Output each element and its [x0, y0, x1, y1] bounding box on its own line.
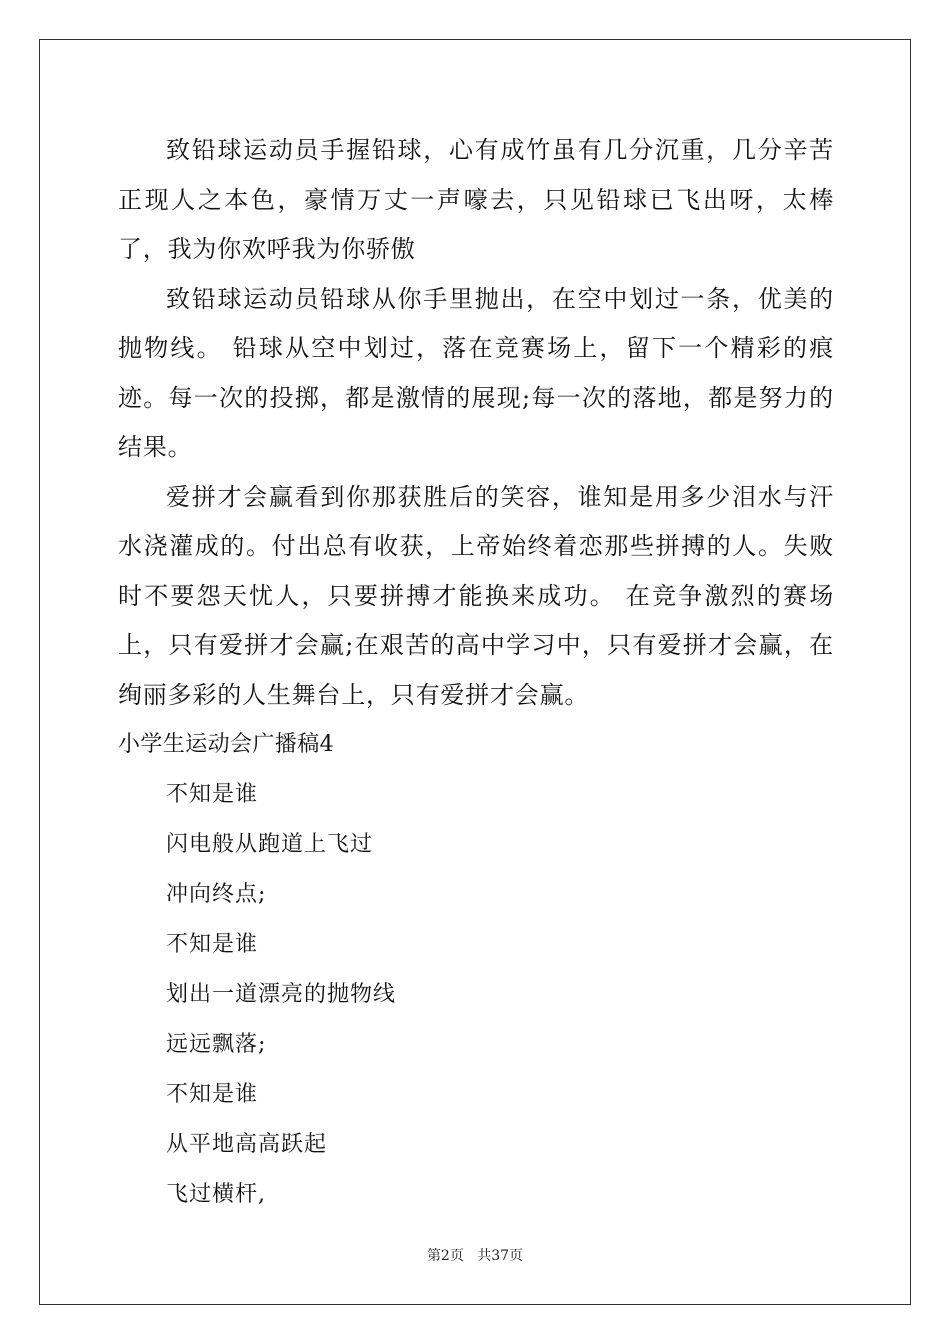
paragraph-shot-put-2: 致铅球运动员铅球从你手里抛出，在空中划过一条，优美的抛物线。 铅球从空中划过，落在竞赛场上，留下一个精彩的痕迹。每一次的投掷，都是激情的展现;每一次的落地，都是努力的结果。	[118, 284, 834, 461]
paragraph-shot-put-1: 致铅球运动员手握铅球，心有成竹虽有几分沉重，几分辛苦正现人之本色，豪情万丈一声嚎去，只见铅球已飞出呀，太棒了，我为你欢呼我为你骄傲	[118, 136, 834, 263]
section-heading: 小学生运动会广播稿4	[118, 732, 334, 757]
poem	[118, 770, 834, 1220]
poem-line: 闪电般从跑道上飞过	[166, 831, 374, 857]
total-pages: 共37页	[477, 1248, 524, 1264]
page-footer	[0, 1246, 950, 1266]
poem-line: 远远飘落;	[166, 1031, 267, 1057]
poem-line: 从平地高高跃起	[166, 1131, 328, 1157]
poem-line: 不知是谁	[166, 1081, 259, 1107]
document-body	[118, 126, 834, 1220]
poem-line: 不知是谁	[166, 781, 259, 807]
poem-line: 冲向终点;	[166, 881, 267, 907]
poem-line: 划出一道漂亮的抛物线	[166, 981, 397, 1007]
paragraph-fight-to-win: 爱拼才会赢看到你那获胜后的笑容，谁知是用多少泪水与汗水浇灌成的。付出总有收获，上帝始终着恋那些拼搏的人。失败时不要怨天忧人，只要拼搏才能换来成功。 在竞争激烈的赛场上，只有爱拼才会赢;在艰苦的高中学习中，只有爱拼才会赢，在绚丽多彩的人生舞台上，只有爱拼才会赢。	[118, 482, 834, 709]
page-number: 第2页	[426, 1248, 464, 1264]
poem-line: 飞过横杆,	[166, 1181, 266, 1207]
poem-line: 不知是谁	[166, 931, 259, 957]
